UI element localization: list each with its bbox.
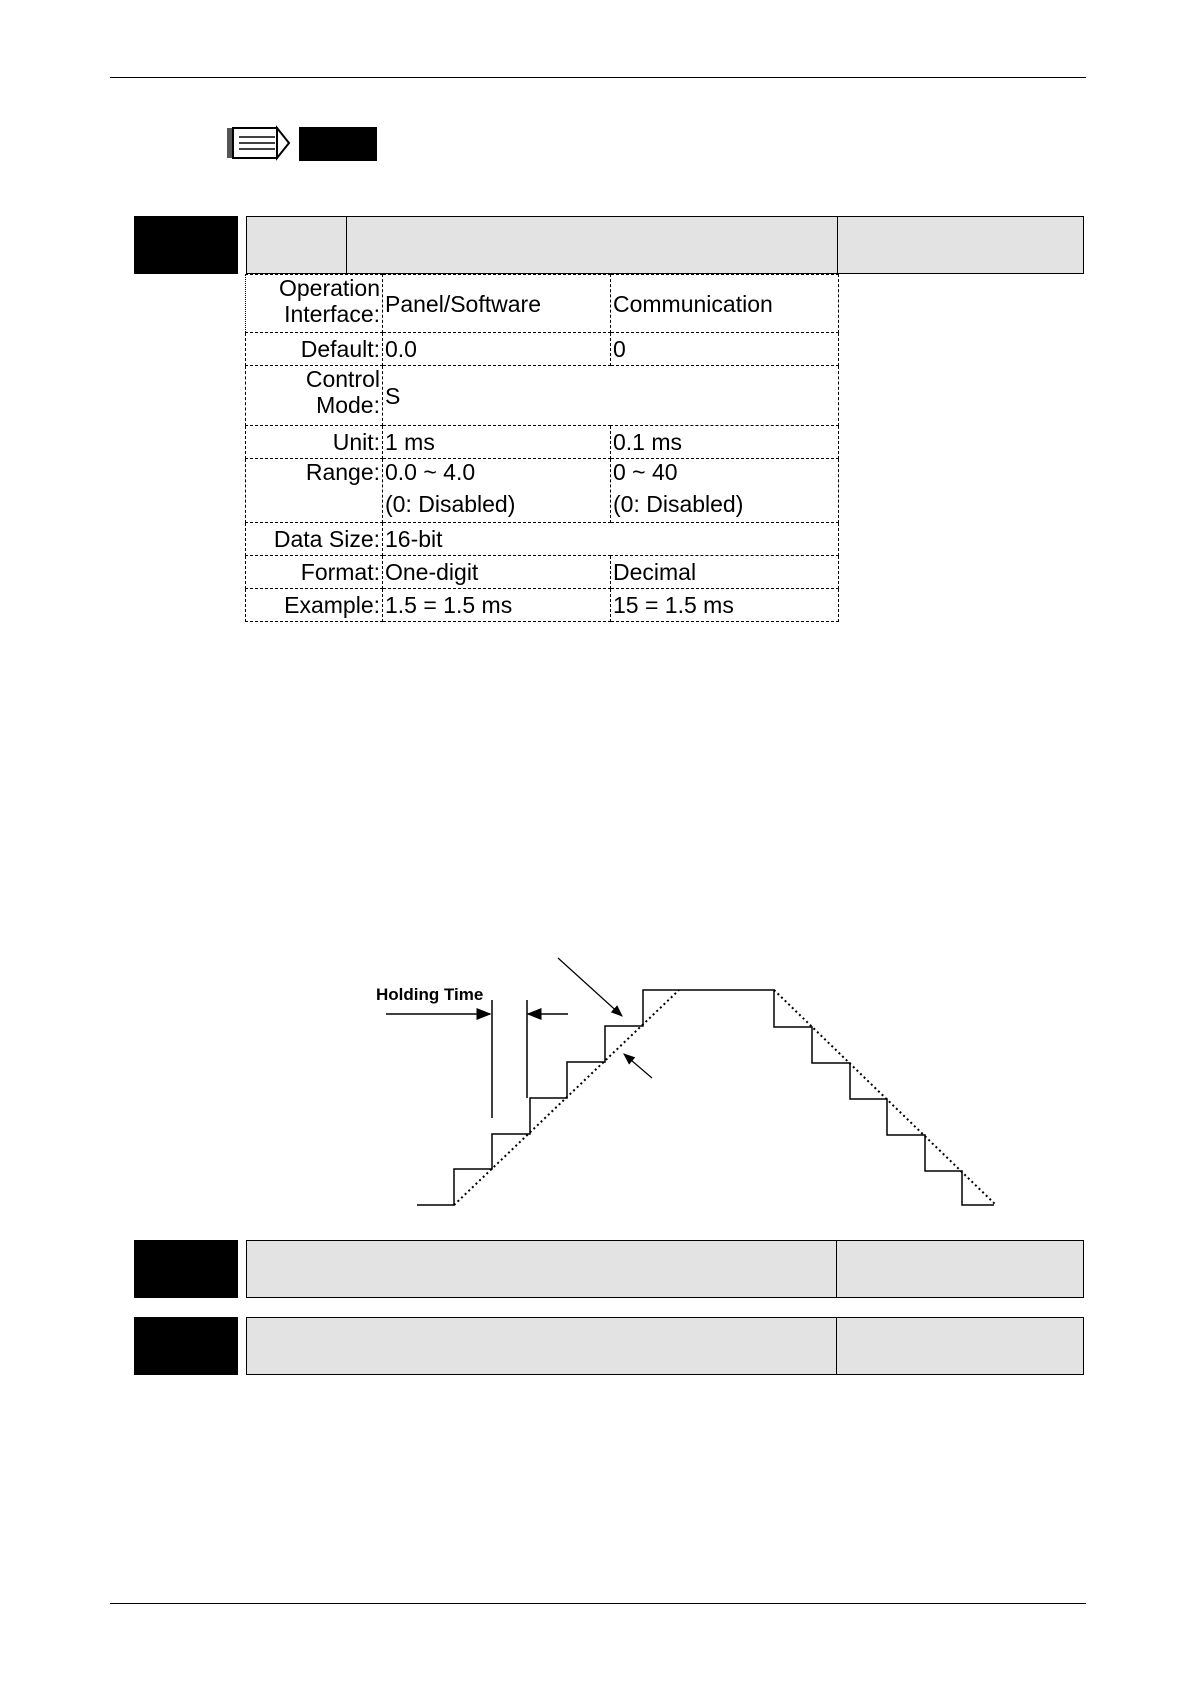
row-label: Range:	[246, 459, 383, 523]
parameter-header	[134, 1240, 1084, 1298]
cell-communication: 0	[611, 333, 839, 366]
table-row	[246, 426, 839, 459]
row-label	[246, 366, 383, 426]
cell-communication: Communication	[611, 275, 839, 333]
cell-panel: 1 ms	[383, 426, 611, 459]
cell-panel	[383, 459, 611, 523]
bottom-rule	[110, 1603, 1086, 1604]
cell-panel: One-digit	[383, 556, 611, 589]
parameter-title-bar	[246, 1317, 1084, 1375]
range-note: (0: Disabled)	[385, 491, 516, 517]
cell-communication	[611, 459, 839, 523]
cell-data-size: 16-bit	[383, 523, 839, 556]
callout-arrow-ramp	[624, 1054, 652, 1078]
parameter-code-box	[134, 1240, 238, 1298]
parameter-code-box	[134, 216, 238, 274]
table-row	[246, 366, 839, 426]
cell-panel: 1.5 = 1.5 ms	[383, 589, 611, 622]
table-row	[246, 275, 839, 333]
cell-communication: Decimal	[611, 556, 839, 589]
label-control-mode: Control Mode:	[305, 366, 380, 418]
range-note: (0: Disabled)	[613, 491, 744, 517]
parameter-title-bar	[246, 1240, 1084, 1298]
row-label	[246, 275, 383, 333]
label-operation-interface: Operation Interface:	[278, 275, 380, 327]
top-rule	[110, 77, 1086, 78]
cell-communication: 0.1 ms	[611, 426, 839, 459]
table-row	[246, 556, 839, 589]
row-label: Data Size:	[246, 523, 383, 556]
parameter-info-table	[245, 274, 839, 622]
cell-control-mode: S	[383, 366, 839, 426]
callout-arrow-step	[558, 958, 622, 1016]
parameter-title-bar	[246, 216, 1084, 274]
linear-ramp-up	[454, 990, 679, 1205]
holding-time-diagram	[360, 950, 1010, 1220]
holding-time-label: Holding Time	[376, 985, 484, 1004]
row-label: Unit:	[246, 426, 383, 459]
row-label: Format:	[246, 556, 383, 589]
step-output-curve	[417, 990, 994, 1205]
row-label: Example:	[246, 589, 383, 622]
table-row	[246, 523, 839, 556]
cell-communication: 15 = 1.5 ms	[611, 589, 839, 622]
range-value: 0 ~ 40	[613, 459, 678, 485]
parameter-header	[134, 1317, 1084, 1375]
row-label: Default:	[246, 333, 383, 366]
range-value: 0.0 ~ 4.0	[385, 459, 476, 485]
cell-panel: Panel/Software	[383, 275, 611, 333]
table-row	[246, 459, 839, 523]
cell-panel: 0.0	[383, 333, 611, 366]
table-row	[246, 333, 839, 366]
parameter-header	[134, 216, 1084, 274]
table-row	[246, 589, 839, 622]
note-pencil-icon	[225, 125, 380, 161]
parameter-code-box	[134, 1317, 238, 1375]
